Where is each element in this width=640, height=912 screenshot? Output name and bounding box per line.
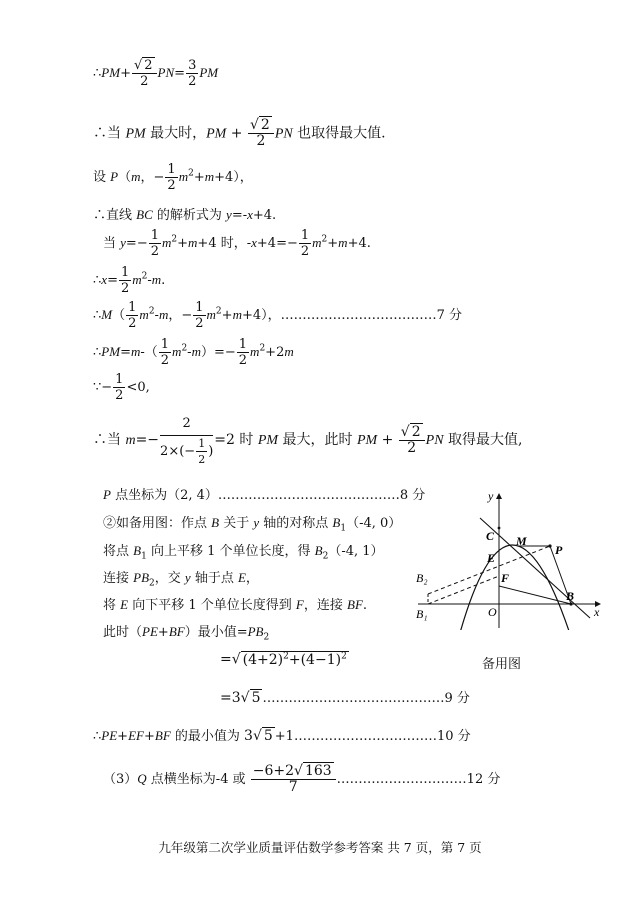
line-20: （3）Q 点横坐标为-4 或 $\frac{-6+2√ 163}{7}$ …………………………12 分	[103, 763, 501, 795]
line-10: ∴当 m=− 2 2×(− $\frac{1}{2}$ ) =2 时 PM 最大，此时 PM + $\frac{√ 2}{2}$ PN 取得最大值,	[93, 413, 522, 467]
score-10: 10 分	[436, 729, 471, 744]
line-11: P 点坐标为（2, 4）……………………………………8 分	[103, 487, 426, 503]
page-footer: 九年级第二次学业质量评估数学参考答案 共 7 页，第 7 页	[158, 840, 482, 855]
fig-label-e: E	[487, 551, 496, 565]
fig-label-p: P	[555, 543, 563, 557]
line-19: ∴PE+EF+BF 的最小值为 3√ 5 +1……………………………10 分	[93, 728, 471, 744]
line-13: 将点 $B_1$ 向上平移 1 个单位长度，得 $B_2(-4$, 1）	[103, 543, 384, 562]
line-5: 当 y=− $\frac{1}{2}$ $m^2+m+4$ 时，-x+4=− $\frac{1}{2}$ $m^2+m+4$.	[103, 228, 371, 259]
fig-label-x: x	[594, 605, 600, 619]
line-1: ∴PM+ $\frac{√ 2}{2}$ PN= $\frac{3}{2}$ PM	[93, 58, 219, 89]
line-14: 连接 $PB_2$，交 y 轴于点 E，	[103, 570, 259, 589]
line-2: ∴当 PM 最大时，PM + $\frac{√ 2}{2}$ PN 也取得最大值.	[93, 117, 386, 149]
line-7: ∴M（ $\frac{1}{2}$ $m^2-m$，− $\frac{1}{2}$ $m^2+m+4$），………………………………7 分	[93, 300, 463, 331]
score-12: 12 分	[466, 772, 501, 787]
figure-caption: 备用图	[482, 657, 522, 672]
fig-label-b2: B₂	[416, 571, 428, 585]
line-12: ②如备用图：作点 B 关于 y 轴的对称点 $B_1(-4$, 0）	[103, 515, 402, 534]
fig-label-b: B	[566, 589, 575, 603]
fig-label-c: C	[486, 529, 495, 543]
backup-figure	[410, 490, 610, 630]
fig-label-b1: B₁	[416, 607, 428, 621]
score-8: 8 分	[399, 488, 426, 503]
line-15: 将 E 向下平移 1 个单位长度得到 F，连接 BF.	[103, 597, 368, 613]
line-8: ∴PM=m-（ $\frac{1}{2}$ $m^2-m)=-$ $\frac{1}{2}$ $m^2+2m$	[93, 337, 294, 368]
parabola	[458, 545, 575, 630]
line-16: 此时（PE+BF）最小值$=PB_2$	[103, 624, 270, 643]
fig-label-o: O	[488, 605, 497, 619]
line-6: ∴x= $\frac{1}{2}$ $m^2-m$.	[93, 265, 166, 296]
line-4: ∴直线 BC 的解析式为 y=-x+4.	[93, 207, 277, 223]
fig-label-y: y	[488, 490, 494, 503]
line-18: =3√ 5 ……………………………………9 分	[220, 690, 470, 706]
fig-label-m: M	[516, 534, 527, 548]
score-9: 9 分	[444, 691, 470, 706]
line-17: =√ $(4+2)^2+(4-1)^2$	[220, 651, 347, 668]
score-7: 7 分	[436, 308, 463, 323]
line-9: ∵− $\frac{1}{2}$ <0,	[93, 372, 150, 403]
line-3: 设 P（m，− $\frac{1}{2}$ $m^2+m+4$），	[93, 162, 253, 193]
fig-label-f: F	[501, 571, 510, 585]
line-bc	[480, 518, 590, 618]
